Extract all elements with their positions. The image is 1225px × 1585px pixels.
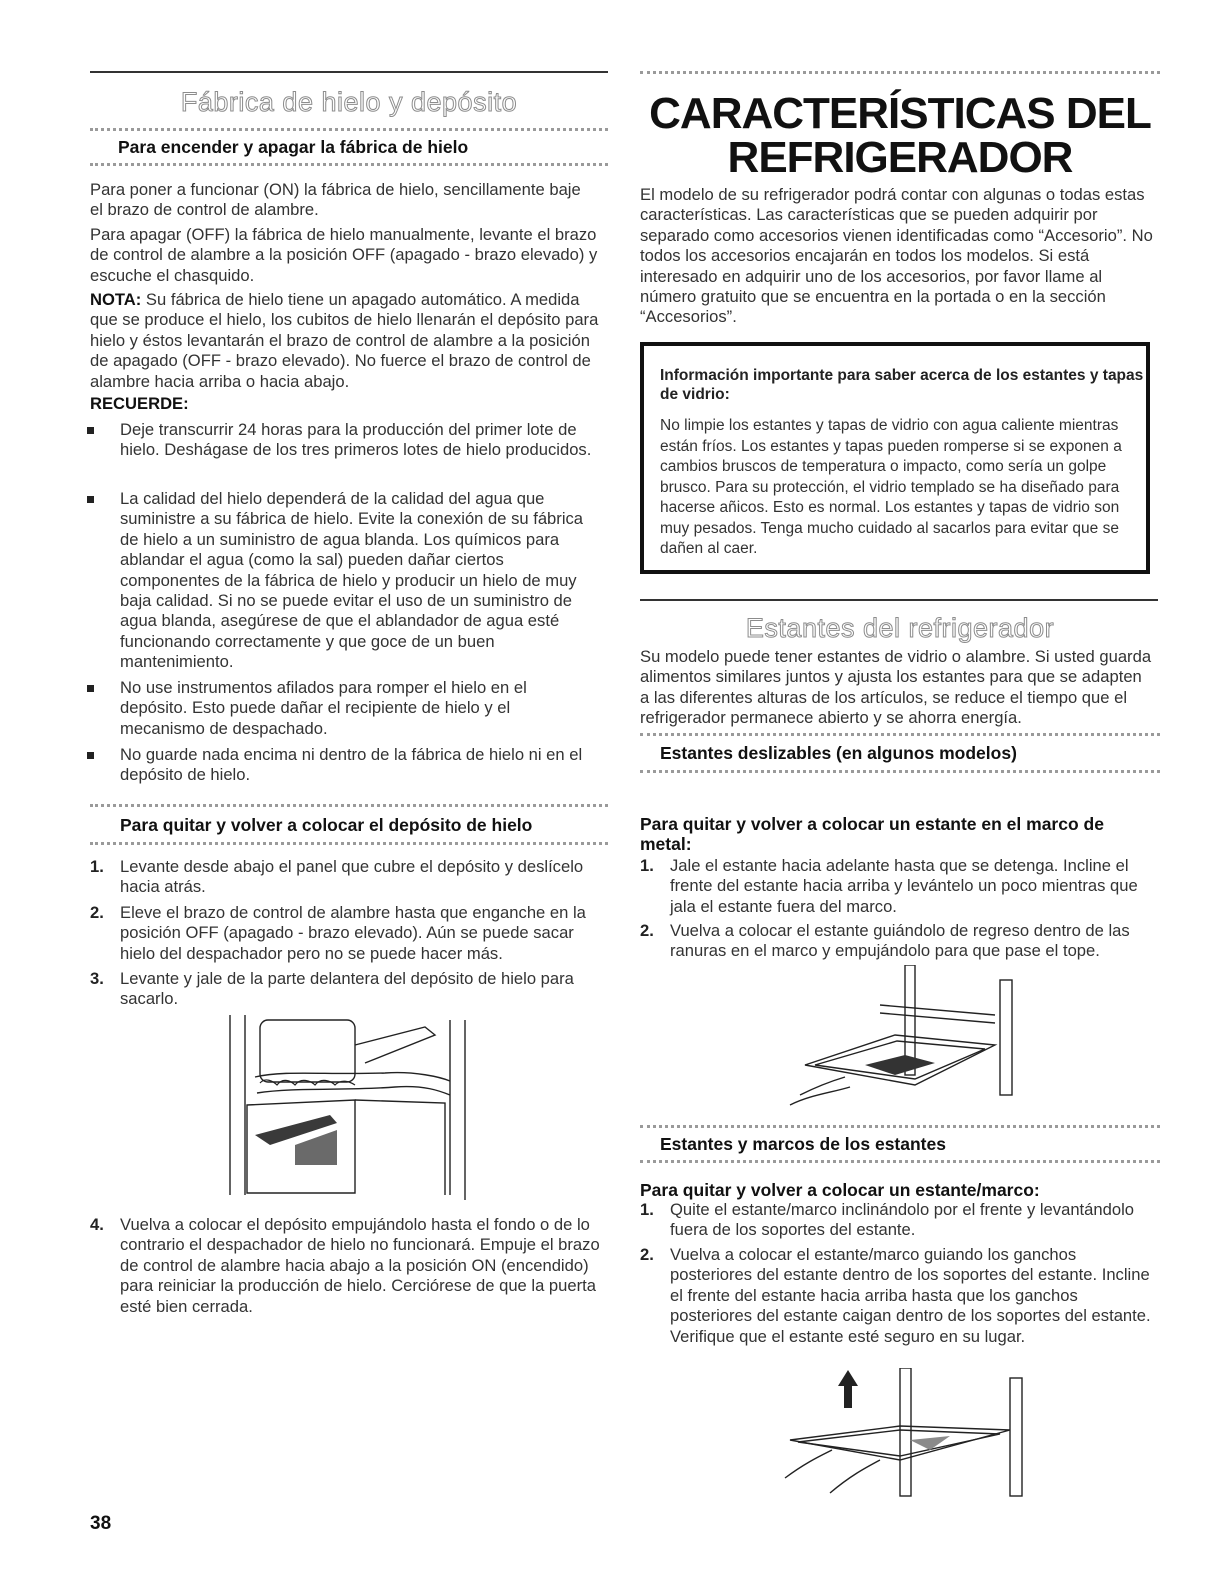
important-info-box bbox=[640, 342, 1150, 574]
section-title-shelves: Estantes del refrigerador bbox=[745, 613, 1055, 643]
list-item-text: La calidad del hielo dependerá de la calidad del agua que suministre a su fábrica de hielo. Evite la conexión de su fábrica de hielo a un suministro de agua blanda. Los químicos para ablandar el agua (como la sal) pueden dañar ciertos componentes de la fábrica de hielo y producir un hielo de muy baja calidad. Si no se puede evitar el uso de un suministro de agua blanda, asegúrese de que el ablandador de agua esté funcionando correctamente y que goce de un buen mantenimiento. bbox=[120, 489, 584, 672]
step-item bbox=[90, 903, 605, 964]
divider bbox=[640, 1160, 1160, 1163]
divider bbox=[90, 804, 608, 807]
recuerde-label: RECUERDE: bbox=[90, 394, 189, 413]
divider bbox=[90, 128, 608, 131]
subheading-remove-bin: Para quitar y volver a colocar el depósito de hielo bbox=[120, 815, 533, 835]
list-item-text: No use instrumentos afilados para romper el hielo en el depósito. Esto puede dañar el recipiente de hielo y el mecanismo de despachado. bbox=[120, 678, 527, 738]
step-text: Vuelva a colocar el estante/marco guiando los ganchos posteriores del estante dentro de los soportes del estante. Incline el frente del estante hacia arriba hasta que los ganchos posteriores del estante caigan dentro de los soportes del estante. Verifique que el estante esté seguro en su lugar. bbox=[670, 1245, 1151, 1346]
paragraph-turn-off: Para apagar (OFF) la fábrica de hielo manualmente, levante el brazo de control de alambre a la posición OFF (apagado - brazo elevado) y escuche el chasquido. bbox=[90, 225, 598, 285]
list-item bbox=[120, 678, 590, 739]
page-title-line-2: REFRIGERADOR bbox=[727, 133, 1073, 182]
list-item bbox=[120, 420, 595, 461]
divider bbox=[640, 599, 1158, 601]
top-rule-right bbox=[640, 71, 1160, 74]
step-text: Levante y jale de la parte delantera del depósito de hielo para sacarlo. bbox=[120, 969, 574, 1009]
divider bbox=[640, 770, 1160, 773]
step-number: 2. bbox=[90, 903, 104, 922]
step-number: 2. bbox=[640, 1245, 654, 1264]
step-text: Vuelva a colocar el estante guiándolo de regreso dentro de las ranuras en el marco y empujándolo para que pase el tope. bbox=[670, 921, 1130, 961]
box-text: No limpie los estantes y tapas de vidrio con agua caliente mientras están fríos. Los estantes y tapas pueden romperse si se exponen a cambios bruscos de temperatura o impacto, como sería un golpe brusco. Para su protección, el vidrio templado se ha diseñado para hacerse añicos. Esto es normal. Los estantes y tapas de vidrio son muy pesados. Tenga mucho cuidado al sacarlos para evitar que se dañen al caer. bbox=[660, 417, 1122, 557]
step-item bbox=[90, 969, 605, 1010]
bullet-icon bbox=[87, 427, 94, 434]
list-item-text: Deje transcurrir 24 horas para la producción del primer lote de hielo. Deshágase de los tres primeros lotes de hielo producidos. bbox=[120, 420, 592, 460]
subheading-sliding-shelves: Estantes deslizables (en algunos modelos) bbox=[660, 743, 1017, 763]
paragraph-turn-on: Para poner a funcionar (ON) la fábrica de hielo, sencillamente baje el brazo de control de alambre. bbox=[90, 180, 581, 220]
step-item bbox=[640, 1245, 1160, 1347]
step-item bbox=[640, 921, 1165, 962]
subheading-remove-shelf: Para quitar y volver a colocar un estante/marco: bbox=[640, 1180, 1040, 1200]
shelf-frame-illustration bbox=[760, 1368, 1040, 1498]
arrow-up-icon bbox=[838, 1370, 858, 1408]
page-number: 38 bbox=[90, 1513, 112, 1534]
top-rule-left bbox=[90, 71, 608, 73]
step-number: 1. bbox=[640, 856, 654, 875]
ice-bin-illustration bbox=[225, 1015, 475, 1200]
divider bbox=[90, 163, 608, 166]
page-title-line-1: CARACTERÍSTICAS DEL bbox=[649, 89, 1151, 138]
list-item-text: No guarde nada encima ni dentro de la fábrica de hielo ni en el depósito de hielo. bbox=[120, 745, 583, 785]
paragraph-shelves-intro: Su modelo puede tener estantes de vidrio o alambre. Si usted guarda alimentos similares juntos y ajusta los estantes para que se adapten a las diferentes alturas de los artículos, se reduce el tiempo que el refrigerador permanece abierto y se ahorra energía. bbox=[640, 647, 1152, 728]
step-number: 4. bbox=[90, 1215, 104, 1234]
step-number: 3. bbox=[90, 969, 104, 988]
step-number: 1. bbox=[90, 857, 104, 876]
divider bbox=[90, 842, 608, 845]
step-text: Eleve el brazo de control de alambre hasta que enganche en la posición OFF (apagado - brazo elevado). Aún se puede sacar hielo del despachador pero no se puede hacer más. bbox=[120, 903, 586, 963]
step-number: 1. bbox=[640, 1200, 654, 1219]
step-text: Quite el estante/marco inclinándolo por el frente y levantándolo fuera de los soportes del estante. bbox=[670, 1200, 1134, 1240]
divider bbox=[640, 1125, 1160, 1128]
sliding-shelf-illustration bbox=[785, 965, 1025, 1110]
bullet-icon bbox=[87, 752, 94, 759]
bullet-icon bbox=[87, 496, 94, 503]
step-item bbox=[90, 857, 590, 898]
paragraph-intro: El modelo de su refrigerador podrá contar con algunas o todas estas características. Las características que se pueden adquirir por separado como accesorios vienen identificadas como “Accesorio”. No todos los accesorios encajarán en todos los modelos. Si está interesado en adquirir uno de los accesorios, por favor llame al número gratuito que se encuentra en la portada o en la sección “Accesorios”. bbox=[640, 185, 1153, 327]
nota-text: Su fábrica de hielo tiene un apagado automático. A medida que se produce el hielo, los cubitos de hielo llenarán el depósito para hielo y éstos levantarán el brazo de control de alambre a la posición de apagado (OFF - brazo elevado). No fuerce el brazo de control de alambre hacia arriba o hacia abajo. bbox=[90, 290, 599, 391]
step-text: Levante desde abajo el panel que cubre el depósito y deslícelo hacia atrás. bbox=[120, 857, 584, 897]
paragraph-nota bbox=[90, 290, 605, 392]
step-item bbox=[640, 1200, 1150, 1241]
step-item bbox=[90, 1215, 605, 1317]
subheading-ice-maker-on-off: Para encender y apagar la fábrica de hielo bbox=[118, 137, 469, 157]
bullet-icon bbox=[87, 685, 94, 692]
subheading-shelves-frames: Estantes y marcos de los estantes bbox=[660, 1134, 946, 1154]
step-item bbox=[640, 856, 1160, 917]
box-heading: Información importante para saber acerca de los estantes y tapas de vidrio: bbox=[660, 367, 1144, 403]
nota-label: NOTA: bbox=[90, 290, 142, 309]
subheading-remove-shelf-frame: Para quitar y volver a colocar un estante en el marco de metal: bbox=[640, 814, 1104, 854]
list-item bbox=[120, 489, 605, 673]
step-number: 2. bbox=[640, 921, 654, 940]
step-text: Vuelva a colocar el depósito empujándolo hasta el fondo o de lo contrario el despachador de hielo no funcionará. Empuje el brazo de control de alambre hacia abajo a la posición ON (encendido) para reiniciar la producción de hielo. Cerciórese de que la puerta esté bien cerrada. bbox=[120, 1215, 600, 1316]
section-title-ice-maker: Fábrica de hielo y depósito bbox=[180, 87, 518, 117]
step-text: Jale el estante hacia adelante hasta que se detenga. Incline el frente del estante hacia arriba y levántelo un poco mientras que jala el estante fuera del marco. bbox=[670, 856, 1138, 916]
list-item bbox=[120, 745, 600, 786]
divider bbox=[640, 733, 1160, 736]
